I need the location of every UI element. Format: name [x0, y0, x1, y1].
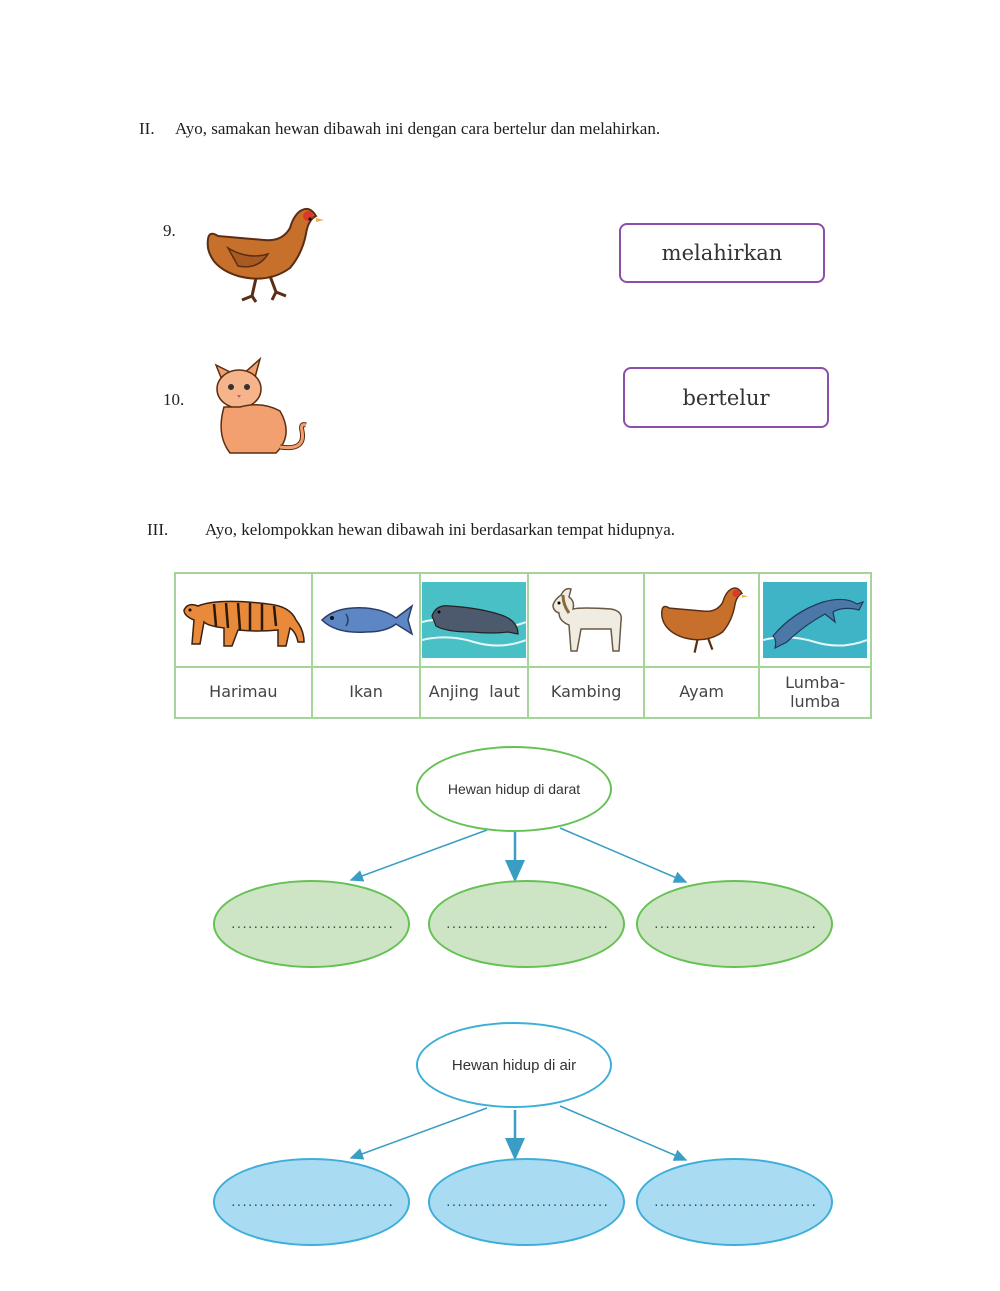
arrow-water-right — [560, 1106, 686, 1160]
water-group-title-text: Hewan hidup di air — [451, 1056, 577, 1074]
land-group-title-text: Hewan hidup di darat — [447, 781, 581, 797]
section-2-instruction: Ayo, samakan hewan dibawah ini dengan cara bertelur dan melahirkan. — [175, 119, 661, 138]
blank-line: ............................. — [229, 1195, 394, 1209]
blank-line: ............................. — [652, 917, 817, 931]
animal-name: Ikan — [312, 667, 421, 718]
land-group-title — [416, 746, 612, 832]
section-3-number: III. — [147, 520, 169, 539]
option-bertelur-button[interactable]: bertelur — [623, 367, 829, 428]
blank-line: ............................. — [229, 917, 394, 931]
question-9-number: 9. — [163, 221, 176, 240]
blank-line: ............................. — [652, 1195, 817, 1209]
water-answer-1[interactable] — [213, 1158, 410, 1246]
land-answer-1[interactable] — [213, 880, 410, 968]
arrow-water-left — [351, 1108, 487, 1158]
question-10-number: 10. — [163, 390, 185, 409]
land-answer-2[interactable] — [428, 880, 625, 968]
animal-name: Ayam — [644, 667, 759, 718]
section-3-instruction: Ayo, kelompokkan hewan dibawah ini berdasarkan tempat hidupnya. — [205, 520, 676, 539]
water-group-title — [416, 1022, 612, 1108]
animal-name: Anjing laut — [420, 667, 528, 718]
arrow-land-left — [351, 830, 487, 880]
section-2-number: II. — [139, 119, 155, 138]
blank-line: ............................. — [444, 1195, 609, 1209]
land-answer-3[interactable] — [636, 880, 833, 968]
option-melahirkan-button[interactable]: melahirkan — [619, 223, 825, 283]
blank-line: ............................. — [444, 917, 609, 931]
water-answer-2[interactable] — [428, 1158, 625, 1246]
arrow-land-right — [560, 828, 686, 882]
animal-name: Kambing — [528, 667, 644, 718]
water-answer-3[interactable] — [636, 1158, 833, 1246]
animal-name: Lumba- lumba — [759, 667, 871, 718]
animal-name: Harimau — [175, 667, 312, 718]
